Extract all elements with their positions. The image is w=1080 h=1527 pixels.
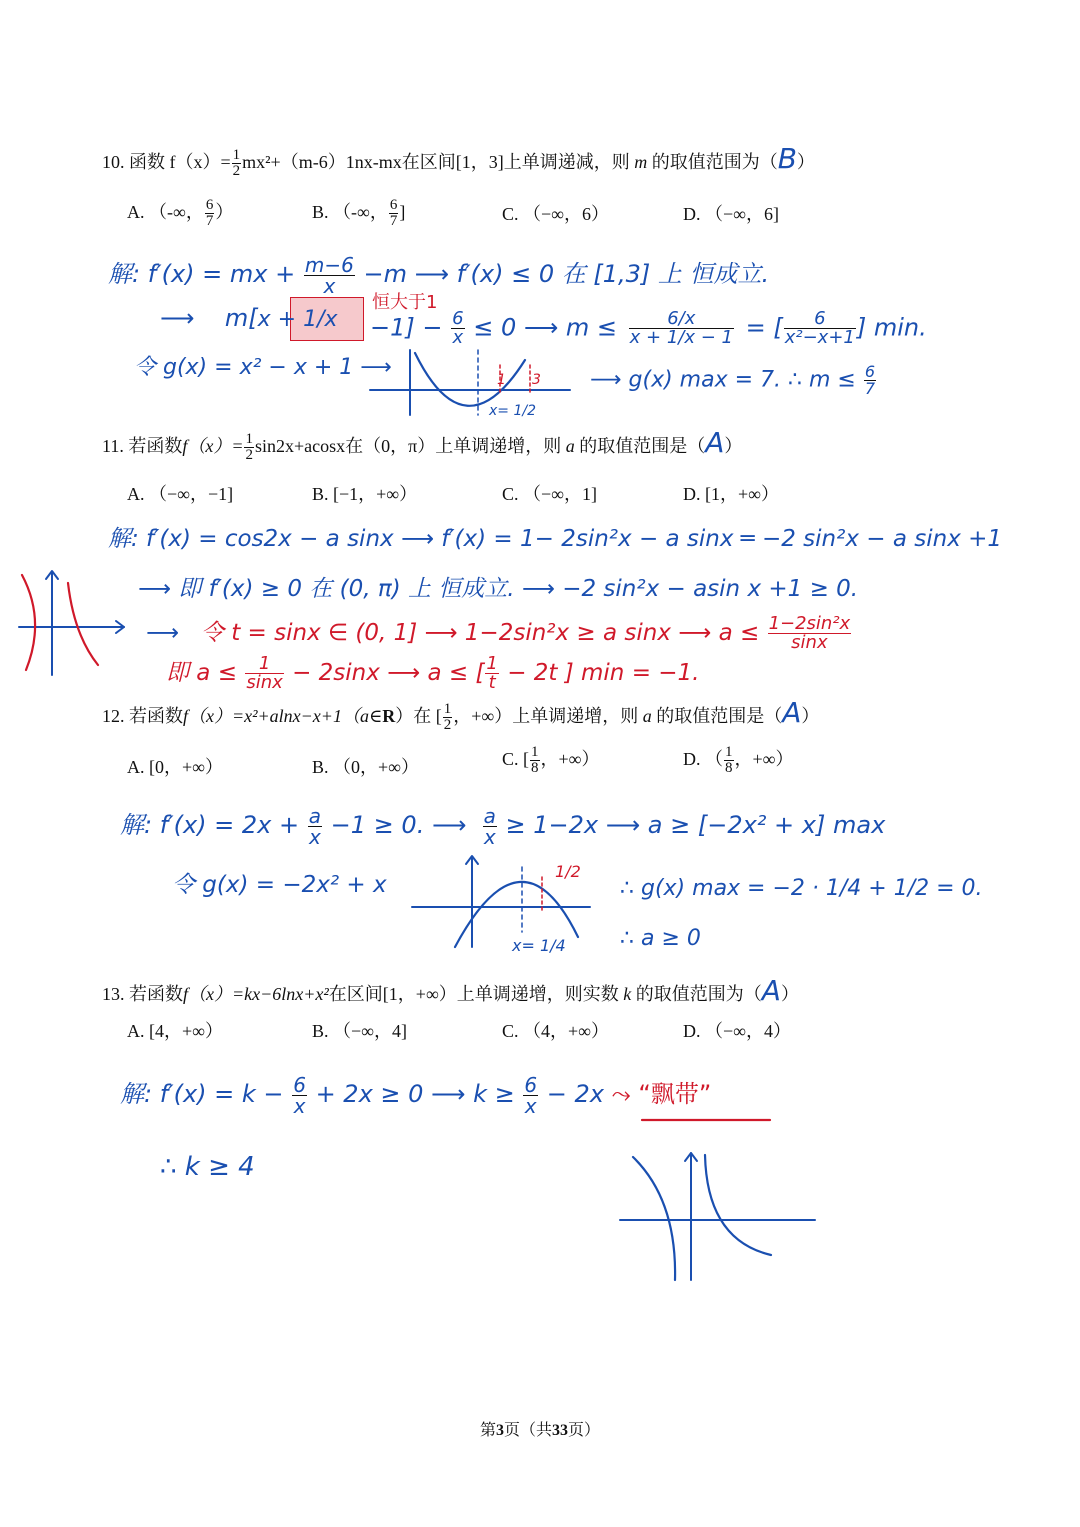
option-label: A.: [127, 202, 145, 222]
hyperbola-sketch: [615, 1145, 820, 1285]
fraction: $\frac{6}{7}$: [389, 197, 398, 230]
handwritten-answer: A: [705, 426, 725, 459]
graph-label: 3: [532, 372, 541, 388]
red-curve: [22, 575, 35, 670]
option-b: B. （−∞，4]: [312, 1021, 407, 1041]
curve-left: [633, 1157, 675, 1280]
close-paren: ）: [724, 436, 743, 456]
fraction: $\frac{m-6}{x}$: [304, 252, 354, 298]
question-number: 11.: [102, 436, 124, 456]
question-13-stem: [102, 974, 799, 1007]
fraction: $\frac{1}{2}$: [232, 147, 241, 180]
red-annotation: 恒大于1: [372, 292, 438, 313]
total-pages: 33: [552, 1422, 568, 1439]
question-tail: 的取值范围是（: [579, 436, 706, 456]
option-text: （−∞，6]: [705, 204, 779, 224]
q12-solution-line-1: 解: f′(x) = 2x + $\frac{a}{x}$ −1 ≥ 0. ⟶ $\frac{a}{x}$ ≥ 1−2x ⟶ a ≥ [−2x² + x] max: [120, 803, 886, 849]
variable: k: [623, 984, 632, 1004]
fraction: $\frac{6}{x}$: [452, 308, 464, 348]
fraction: $\frac{1}{2}$: [245, 431, 253, 464]
handwritten-answer: A: [761, 974, 781, 1007]
fraction: $\frac{6}{7}$: [205, 197, 214, 230]
option-b: [312, 198, 405, 229]
red-underline: [640, 1116, 775, 1124]
q12-solution-line-2b: ∴ g(x) max = −2 · 1/4 + 1/2 = 0.: [620, 876, 983, 901]
function-text: f（x）=x²+alnx−x+1（a∈: [183, 706, 383, 726]
graph-label: x= 1/2: [489, 403, 536, 419]
option-c: [502, 200, 609, 226]
q10-solution-line-3: 令 g(x) = x² − x + 1 ⟶: [134, 355, 392, 380]
question-number: 10.: [102, 152, 125, 172]
question-10-stem: [102, 142, 815, 179]
q11-solution-line-4: 即 a ≤ $\frac{1}{\sin x}$ − 2sinx ⟶ a ≤ [ $\frac{1}{t}$ − 2t ] min = −1.: [166, 653, 700, 693]
q12-solution-line-3: ∴ a ≥ 0: [620, 926, 701, 951]
page-footer: 第3页（共33页）: [479, 1422, 601, 1439]
function-text: f（x）=: [182, 436, 244, 456]
parabola-curve: [415, 353, 525, 406]
handwritten-answer: A: [782, 696, 802, 729]
parabola-sketch: [370, 345, 580, 425]
option-a: A. [0，+∞）: [127, 757, 223, 777]
option-text: （-∞，: [333, 202, 388, 222]
option-d: D. （−∞，4）: [683, 1021, 791, 1041]
option-b: B. （0，+∞）: [312, 757, 419, 777]
option-text: ）: [215, 202, 234, 222]
function-rest: sin2x+acosx: [254, 436, 346, 456]
q11-solution-line-2: ⟶ 即 f′(x) ≥ 0 在 (0, π) 上 恒成立. ⟶ −2 sin²x − asin x +1 ≥ 0.: [138, 576, 859, 602]
graph-label: 1: [497, 372, 506, 388]
fraction: $\frac{6}{\text{x²−x+1}}$: [784, 308, 855, 348]
q10-solution-line-2b: −1] − $\frac{6}{x}$ ≤ 0 ⟶ m ≤ $\frac{6/x}{x + 1/x - 1}$ = [ $\frac{6}{\text{x²−x+1}}$ ] min.: [370, 308, 927, 348]
q10-solution-line-3b: ⟶ g(x) max = 7. ∴ m ≤ $\frac{6}{7}$: [590, 362, 876, 398]
fraction: $\frac{6/x}{x + 1/x - 1}$: [629, 308, 733, 348]
close-paren: ）: [801, 706, 820, 726]
hyperbola-sketch: [14, 565, 129, 680]
close-paren: ）: [796, 152, 815, 172]
option-text: ]: [399, 202, 406, 222]
q10-solution-line-2: ⟶ m[x + 1/x: [160, 304, 338, 332]
question-text: 若函数: [129, 706, 183, 726]
fraction: $\frac{1}{t}$: [486, 653, 498, 693]
function-rest: mx²+（m-6）1nx-mx: [242, 152, 402, 172]
option-c: C. [ $\frac{1}{8}$ ，+∞）: [502, 744, 600, 777]
fraction: $\frac{1}{2}$: [443, 701, 452, 734]
question-number: 13.: [102, 984, 125, 1004]
variable: a: [565, 436, 575, 456]
fraction: $\frac{1}{\sin x}$: [246, 653, 283, 693]
option-label: D.: [683, 204, 701, 224]
q10-solution-line-1: 解: f′(x) = mx + $\frac{m-6}{x}$ −m ⟶ f′(x) ≤ 0 在 [1,3] 上 恒成立.: [108, 252, 770, 298]
option-label: B.: [312, 202, 329, 222]
real-set-symbol: R: [382, 706, 396, 726]
question-12-stem: 12. 若函数f（x）=x²+alnx−x+1（a∈R）在 [ $\frac{1}{2}$ ，+∞）上单调递增，则 a 的取值范围是（A）: [102, 696, 820, 734]
variable: a: [642, 706, 652, 726]
graph-label: x= 1/4: [512, 936, 566, 955]
curve-right: [705, 1155, 771, 1255]
condition-text: 在（0，π）上单调递增，则: [345, 436, 562, 456]
question-tail: 的取值范围为（: [651, 152, 778, 172]
handwritten-answer: B: [777, 142, 797, 175]
question-tail: 的取值范围为（: [635, 984, 762, 1004]
q13-solution-line-1: 解: f′(x) = k − $\frac{6}{x}$ + 2x ≥ 0 ⟶ k ≥ $\frac{6}{x}$ − 2x ⤳ “飘带”: [120, 1072, 712, 1118]
option-text: （−∞，6）: [523, 204, 609, 224]
question-text: 函数: [129, 152, 165, 172]
q11-solution-line-3: ⟶ 令 t = sinx ∈ (0, 1] ⟶ 1−2sin²x ≥ a sinx ⟶ a ≤ $\frac{\text{1−2sin²x}}{\sin x}$: [146, 613, 851, 653]
fraction: $\frac{a}{x}$: [483, 803, 496, 849]
option-d: [683, 200, 779, 226]
q11-solution-line-1: 解: f′(x) = cos2x − a sinx ⟶ f′(x) = 1− 2sin²x − a sinx ═ −2 sin²x − a sinx +1: [108, 526, 1003, 552]
red-curve: [68, 583, 98, 665]
page-number: 3: [495, 1422, 504, 1439]
fraction: $\frac{6}{x}$: [524, 1072, 538, 1118]
option-a: A. [4，+∞）: [127, 1021, 223, 1041]
option-text: （-∞，: [149, 202, 204, 222]
condition-text: 在区间[1，3]上单调递减，则: [401, 152, 630, 172]
q13-solution-line-2: ∴ k ≥ 4: [160, 1152, 255, 1182]
option-c: C. （−∞，1]: [502, 484, 597, 504]
variable: m: [634, 152, 648, 172]
graph-label: 1/2: [555, 862, 581, 881]
function-text: f（x）=: [169, 152, 231, 172]
q12-solution-line-2: 令 g(x) = −2x² + x: [172, 872, 387, 898]
option-d: D. （ $\frac{1}{8}$ ，+∞）: [683, 744, 794, 777]
condition-text: 在区间[1，+∞）上单调递增，则实数: [328, 984, 619, 1004]
question-11-stem: [102, 426, 742, 463]
fraction: $\frac{a}{x}$: [308, 803, 322, 849]
option-a: [127, 198, 233, 229]
option-b: B. [−1，+∞）: [312, 484, 418, 504]
function-text: f（x）=kx−6lnx+x²: [183, 984, 329, 1004]
close-paren: ）: [780, 984, 799, 1004]
question-tail: 的取值范围是（: [656, 706, 783, 726]
option-d: D. [1，+∞）: [683, 484, 779, 504]
fraction: $\frac{1}{8}$: [725, 744, 733, 777]
question-text: 若函数: [128, 436, 183, 456]
option-a: A. （−∞，−1]: [127, 484, 234, 504]
question-number: 12.: [102, 706, 125, 726]
fraction: $\frac{6}{7}$: [864, 362, 876, 398]
question-text: 若函数: [129, 984, 183, 1004]
fraction: $\frac{6}{x}$: [293, 1072, 306, 1118]
option-label: C.: [502, 204, 519, 224]
fraction: $\frac{1}{8}$: [531, 744, 539, 777]
fraction: $\frac{\text{1−2sin²x}}{\sin x}$: [768, 613, 851, 653]
option-c: C. （4，+∞）: [502, 1021, 609, 1041]
